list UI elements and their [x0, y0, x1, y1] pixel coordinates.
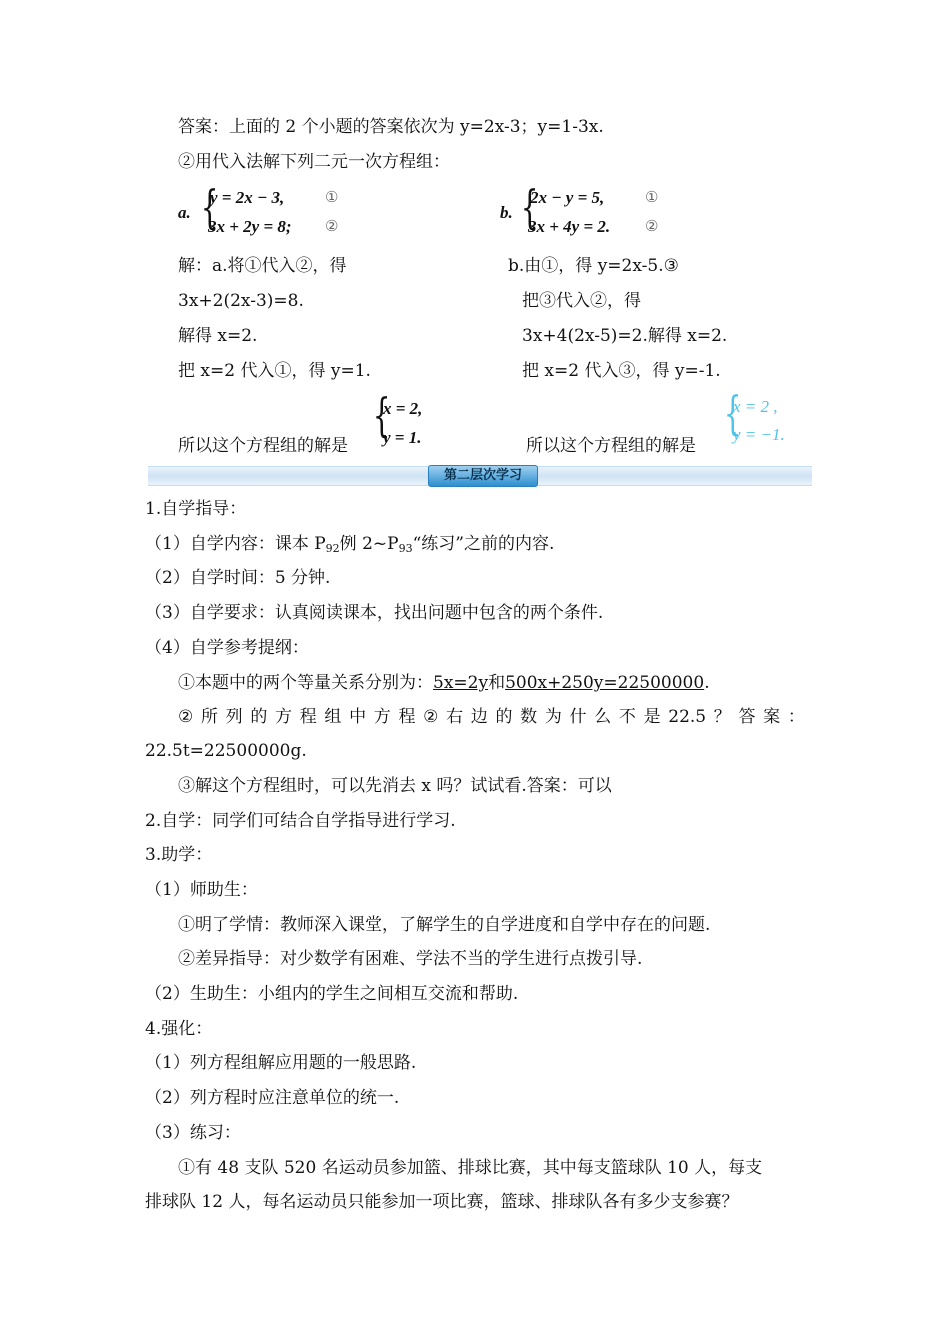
result-a-eq2: y = 1.: [383, 428, 422, 447]
q2-char: 答: [738, 707, 756, 727]
q2-char: 程: [299, 707, 317, 727]
system-a-marker-1: ①: [325, 188, 339, 206]
solution-a-line-4: 把 x=2 代入①，得 y=1.: [178, 361, 371, 381]
result-b-brace: {: [723, 386, 742, 440]
system-a-eq1: y = 2x − 3,: [210, 188, 285, 207]
s2-heading: 2.自学：同学们可结合自学指导进行学习.: [145, 811, 456, 831]
s1-item-1-mid: 例 2~P: [339, 534, 399, 554]
result-b-eq2: y = −1.: [733, 425, 785, 444]
q2-char: 22.5: [668, 707, 707, 727]
s4-heading: 4.强化：: [145, 1019, 213, 1039]
q1-pre: ①本题中的两个等量关系分别为：: [178, 673, 433, 693]
s1-item-1: [145, 536, 554, 554]
q2-char: 程: [398, 707, 416, 727]
exercise-1-line-1: ①有 48 支队 520 名运动员参加篮、排球比赛，其中每支篮球队 10 人，每支: [178, 1158, 763, 1178]
s1-item-1-pre: （1）自学内容：课本 P: [145, 534, 326, 554]
q2-char: ：: [787, 707, 805, 727]
solution-a-line-2: 3x+2(2x-3)=8.: [178, 291, 304, 311]
result-a-prefix: 所以这个方程组的解是: [178, 436, 348, 456]
system-a-marker-2: ②: [325, 217, 339, 235]
answer-line: 答案：上面的 2 个小题的答案依次为 y=2x-3；y=1-3x.: [178, 117, 604, 137]
q2-line: [178, 709, 805, 726]
system-b-label: b.: [500, 203, 513, 222]
s1-item-1-post: “练习”之前的内容.: [412, 534, 555, 554]
s4-item-2: （2）列方程时应注意单位的统一.: [145, 1088, 400, 1108]
s1-item-1-sub1: 92: [325, 542, 340, 555]
s1-item-2: （2）自学时间：5 分钟.: [145, 568, 331, 588]
solution-a-line-1: 解：a.将①代入②，得: [178, 256, 347, 276]
s1-heading: 1.自学指导：: [145, 499, 247, 519]
q2-char: 是: [643, 707, 661, 727]
result-b-prefix: 所以这个方程组的解是: [526, 436, 696, 456]
system-b-marker-1: ①: [645, 188, 659, 206]
system-a-label: a.: [178, 203, 191, 222]
q2-char: 的: [495, 707, 513, 727]
q2-char: ？: [713, 707, 731, 727]
q2-char: ②: [423, 707, 439, 727]
s4-item-1: （1）列方程组解应用题的一般思路.: [145, 1053, 417, 1073]
solution-a-line-3: 解得 x=2.: [178, 326, 258, 346]
s3-item-1a: ①明了学情：教师深入课堂，了解学生的自学进度和自学中存在的问题.: [178, 915, 711, 935]
q2-char: 数: [520, 707, 538, 727]
q1-mid: 和: [488, 673, 506, 693]
task-instruction: ②用代入法解下列二元一次方程组：: [178, 152, 450, 172]
exercise-1-line-2: 排球队 12 人，每名运动员只能参加一项比赛，篮球、排球队各有多少支参赛？: [145, 1192, 739, 1212]
q1-eq2: 500x+250y=22500000: [505, 673, 705, 693]
s3-heading: 3.助学：: [145, 845, 213, 865]
q1-post: .: [704, 673, 710, 693]
system-b-eq2: 3x + 4y = 2.: [528, 217, 611, 236]
solution-b-line-1: b.由①，得 y=2x-5.③: [508, 256, 679, 276]
q2-char: 么: [594, 707, 612, 727]
s3-item-1: （1）师助生：: [145, 880, 258, 900]
q2-char: 为: [544, 707, 562, 727]
q2-continuation: 22.5t=22500000g.: [145, 741, 307, 761]
result-a-brace: {: [372, 388, 391, 442]
s1-item-1-sub2: 93: [398, 542, 413, 555]
solution-b-line-2: 把③代入②，得: [522, 291, 641, 311]
q1-eq1: 5x=2y: [433, 673, 489, 693]
q2-char: 不: [618, 707, 636, 727]
q2-char: ②: [178, 707, 194, 727]
solution-b-line-4: 把 x=2 代入③，得 y=-1.: [522, 361, 721, 381]
s3-item-2: （2）生助生：小组内的学生之间相互交流和帮助.: [145, 984, 519, 1004]
q2-char: 边: [470, 707, 488, 727]
system-b-eq1: 2x − y = 5,: [530, 188, 605, 207]
result-a-eq1: x = 2,: [383, 399, 423, 418]
q2-char: 列: [225, 707, 243, 727]
q2-char: 案: [763, 707, 781, 727]
result-b-eq1: x = 2 ,: [733, 397, 778, 416]
q2-char: 组: [324, 707, 342, 727]
s1-item-4: （4）自学参考提纲：: [145, 638, 309, 658]
s3-item-1b: ②差异指导：对少数学有困难、学法不当的学生进行点拨引导.: [178, 949, 643, 969]
s1-item-3: （3）自学要求：认真阅读课本，找出问题中包含的两个条件.: [145, 603, 604, 623]
q2-char: 所: [200, 707, 218, 727]
q2-char: 什: [569, 707, 587, 727]
system-a-brace: {: [200, 180, 219, 234]
solution-b-line-3: 3x+4(2x-5)=2.解得 x=2.: [522, 326, 728, 346]
q2-char: 右: [446, 707, 464, 727]
section-title: 第二层次学习: [428, 465, 538, 487]
system-a-eq2: 3x + 2y = 8;: [208, 217, 292, 236]
q2-char: 方: [373, 707, 391, 727]
q2-char: 中: [349, 707, 367, 727]
q2-char: 方: [275, 707, 292, 727]
q1-line: [178, 675, 710, 692]
s4-item-3: （3）练习：: [145, 1123, 241, 1143]
q3-line: ③解这个方程组时，可以先消去 x 吗？试试看.答案：可以: [178, 776, 612, 796]
system-b-brace: {: [520, 180, 539, 234]
q2-char: 的: [250, 707, 268, 727]
system-b-marker-2: ②: [645, 217, 659, 235]
